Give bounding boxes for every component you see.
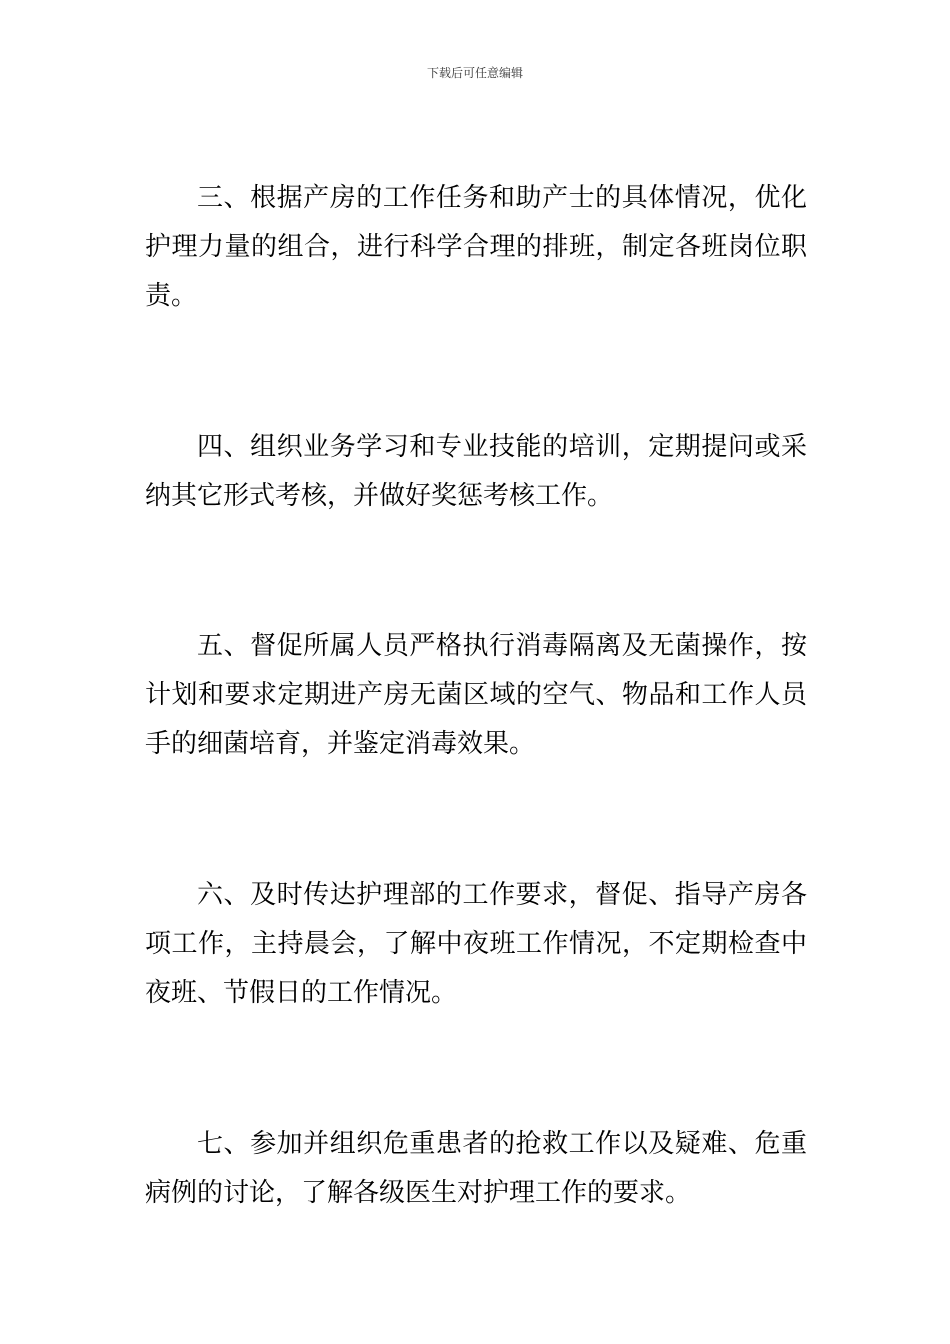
paragraph-item-3: 三、根据产房的工作任务和助产士的具体情况，优化护理力量的组合，进行科学合理的排班，制定各班岗位职责。 [145,183,807,311]
paragraph-item-4: 四、组织业务学习和专业技能的培训，定期提问或采纳其它形式考核，并做好奖惩考核工作。 [145,432,807,511]
page-header-note: 下载后可任意编辑 [426,66,523,80]
paragraph-item-7: 七、参加并组织危重患者的抢救工作以及疑难、危重病例的讨论，了解各级医生对护理工作的要求。 [145,1129,807,1208]
paragraph-item-6: 六、及时传达护理部的工作要求，督促、指导产房各项工作，主持晨会，了解中夜班工作情况，不定期检查中夜班、节假日的工作情况。 [145,880,807,1008]
paragraph-item-5: 五、督促所属人员严格执行消毒隔离及无菌操作，按计划和要求定期进产房无菌区域的空气、物品和工作人员手的细菌培育，并鉴定消毒效果。 [145,631,807,759]
